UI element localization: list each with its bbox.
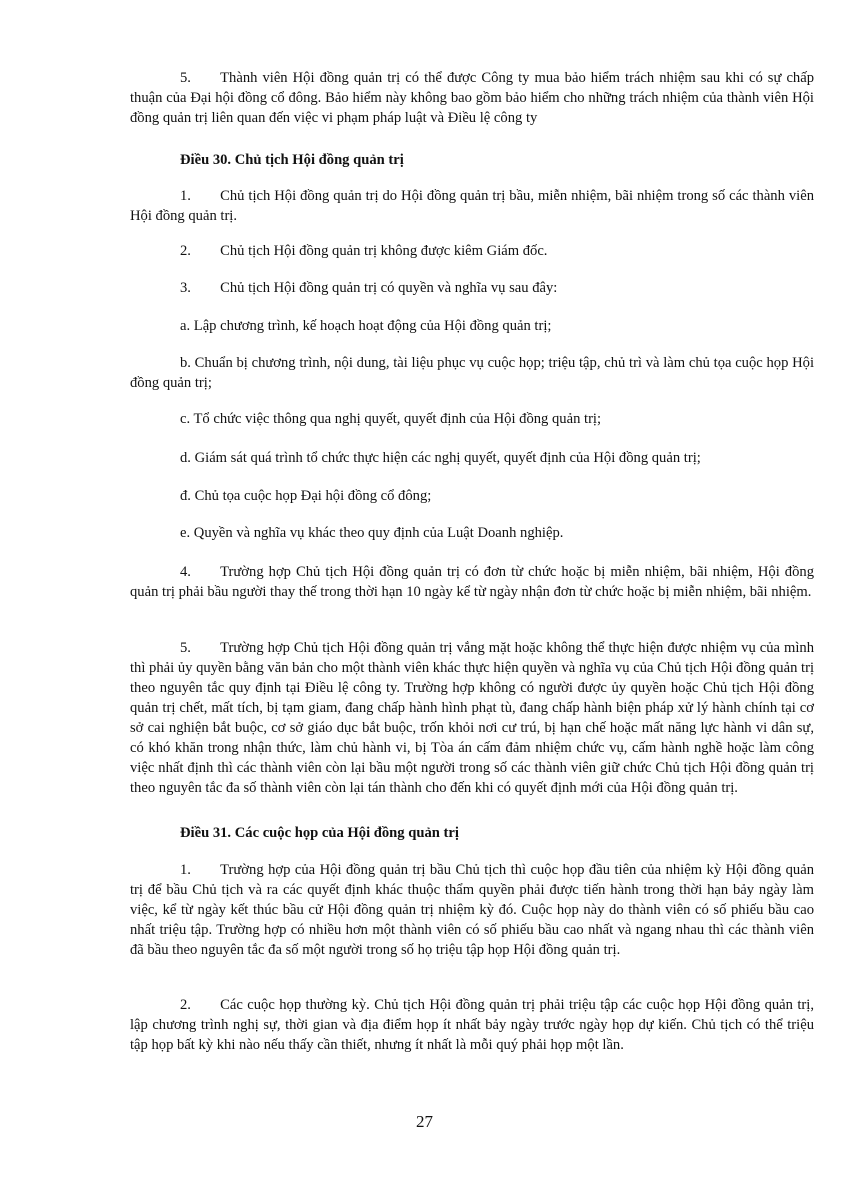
article-30-clause-1: 1. Chủ tịch Hội đồng quản trị do Hội đồng quản trị bầu, miễn nhiệm, bãi nhiệm trong số các thành viên Hội đồng quản trị.	[130, 188, 814, 224]
article-30-item-a: a. Lập chương trình, kế hoạch hoạt động của Hội đồng quản trị;	[180, 318, 552, 334]
article-30-clause-2: 2. Chủ tịch Hội đồng quản trị không được kiêm Giám đốc.	[180, 243, 548, 259]
article-30-clause-4: 4. Trường hợp Chủ tịch Hội đồng quản trị có đơn từ chức hoặc bị miễn nhiệm, bãi nhiệm, Hội đồng quản trị phải bầu người thay thế trong thời hạn 10 ngày kể từ ngày nhận đơn từ chức hoặc bị miễn nhiệm, bãi nhiệm.	[130, 564, 814, 600]
paragraph-insurance: 5. Thành viên Hội đồng quản trị có thể được Công ty mua bảo hiểm trách nhiệm sau khi có sự chấp thuận của Đại hội đồng cổ đông. Bảo hiểm này không bao gồm bảo hiểm cho những trách nhiệm của thành viên Hội đồng quản trị liên quan đến việc vi phạm pháp luật và Điều lệ công ty	[130, 70, 814, 126]
page-number: 27	[416, 1112, 433, 1131]
article-31-heading: Điều 31. Các cuộc họp của Hội đồng quản trị	[180, 825, 459, 841]
article-30-clause-5: 5. Trường hợp Chủ tịch Hội đồng quản trị vắng mặt hoặc không thể thực hiện được nhiệm vụ của mình thì phải ủy quyền bằng văn bản cho một thành viên khác thực hiện quyền và nghĩa vụ của Chủ tịch Hội đồng quản trị theo nguyên tắc quy định tại Điều lệ công ty. Trường hợp không có người được ủy quyền hoặc Chủ tịch Hội đồng quản trị chết, mất tích, bị tạm giam, đang chấp hành hình phạt tù, đang chấp hành biện pháp xử lý hành chính tại cơ sở cai nghiện bắt buộc, cơ sở giáo dục bắt buộc, trốn khỏi nơi cư trú, bị hạn chế hoặc mất năng lực hành vi dân sự, có khó khăn trong nhận thức, làm chủ hành vi, bị Tòa án cấm đảm nhiệm chức vụ, cấm hành nghề hoặc làm công việc nhất định thì các thành viên còn lại bầu một người trong số các thành viên giữ chức Chủ tịch Hội đồng quản trị theo nguyên tắc đa số thành viên còn lại tán thành cho đến khi có quyết định mới của Hội đồng quản trị.	[130, 640, 814, 796]
article-30-clause-3: 3. Chủ tịch Hội đồng quản trị có quyền và nghĩa vụ sau đây:	[180, 280, 558, 296]
article-30-item-b: b. Chuẩn bị chương trình, nội dung, tài liệu phục vụ cuộc họp; triệu tập, chủ trì và làm chủ tọa cuộc họp Hội đồng quản trị;	[130, 355, 814, 391]
article-30-item-d: d. Giám sát quá trình tổ chức thực hiện các nghị quyết, quyết định của Hội đồng quản trị;	[180, 450, 701, 466]
article-30-heading: Điều 30. Chủ tịch Hội đồng quản trị	[180, 152, 404, 168]
article-30-item-dd: đ. Chủ tọa cuộc họp Đại hội đồng cổ đông;	[180, 488, 432, 504]
article-31-clause-2: 2. Các cuộc họp thường kỳ. Chủ tịch Hội đồng quản trị phải triệu tập các cuộc họp Hội đồng quản trị, lập chương trình nghị sự, thời gian và địa điểm họp ít nhất bảy ngày trước ngày họp dự kiến. Chủ tịch có thể triệu tập họp bất kỳ khi nào nếu thấy cần thiết, nhưng ít nhất là mỗi quý phải họp một lần.	[130, 997, 814, 1053]
article-30-item-c: c. Tổ chức việc thông qua nghị quyết, quyết định của Hội đồng quản trị;	[180, 411, 602, 427]
article-31-clause-1: 1. Trường hợp của Hội đồng quản trị bầu Chủ tịch thì cuộc họp đầu tiên của nhiệm kỳ Hội đồng quản trị để bầu Chủ tịch và ra các quyết định khác thuộc thẩm quyền phải được tiến hành trong thời hạn bảy ngày làm việc, kể từ ngày kết thúc bầu cử Hội đồng quản trị nhiệm kỳ đó. Cuộc họp này do thành viên có số phiếu bầu cao nhất triệu tập. Trường hợp có nhiều hơn một thành viên có số phiếu bầu cao nhất và ngang nhau thì các thành viên đã bầu theo nguyên tắc đa số một người trong số họ triệu tập họp Hội đồng quản trị.	[130, 862, 814, 958]
article-30-item-e: e. Quyền và nghĩa vụ khác theo quy định của Luật Doanh nghiệp.	[180, 525, 564, 541]
